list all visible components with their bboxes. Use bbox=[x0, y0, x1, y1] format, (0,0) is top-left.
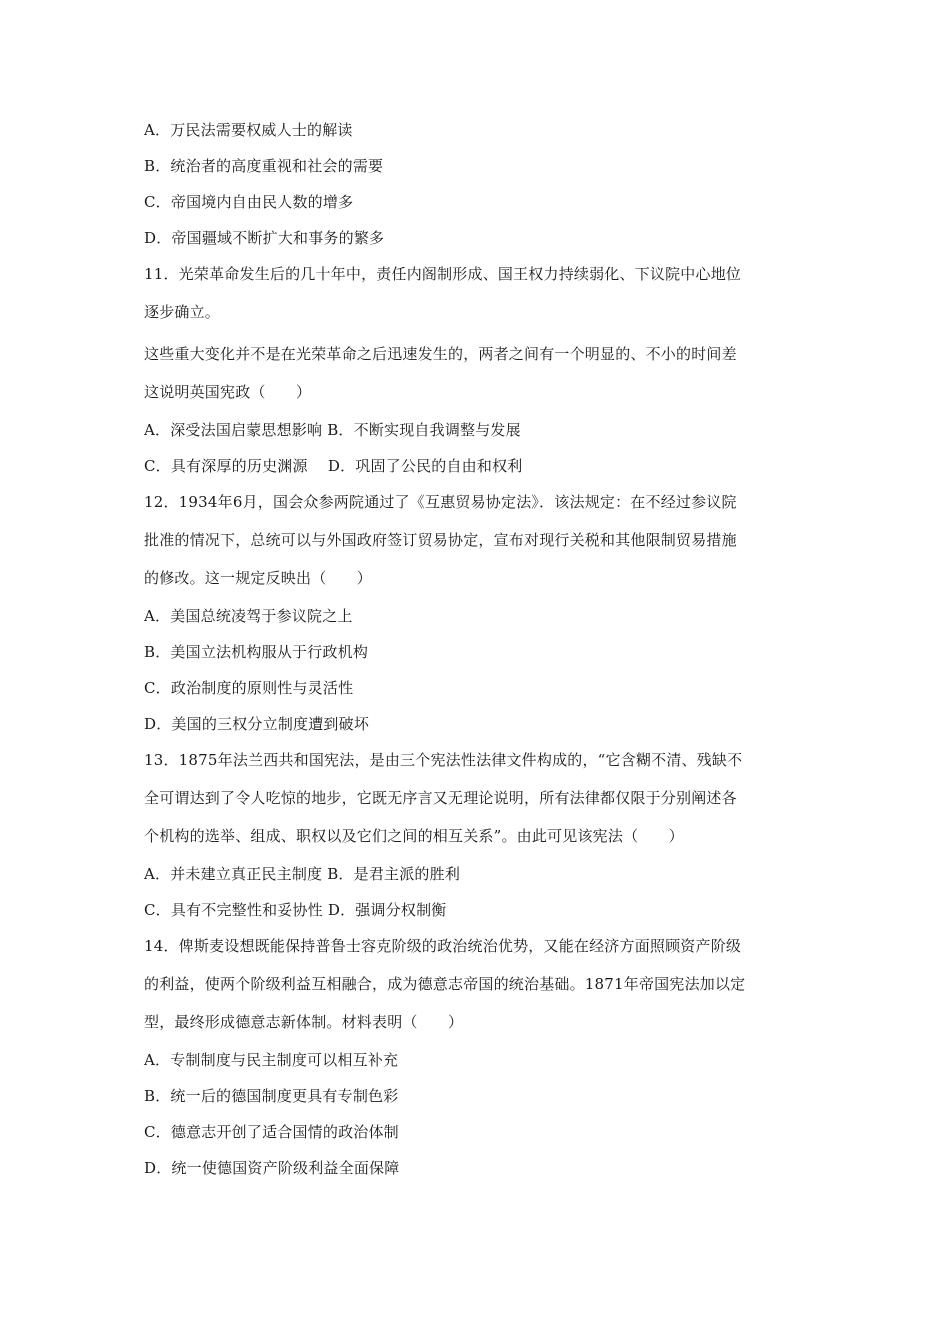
q14-option-c: C．德意志开创了适合国情的政治体制 bbox=[144, 1123, 399, 1141]
question-12 bbox=[144, 491, 808, 749]
q11-text-line-2: 逐步确立。 bbox=[144, 303, 221, 321]
q14-text-line-3: 型，最终形成德意志新体制。材料表明（ ） bbox=[144, 1013, 464, 1031]
q14-option-d: D．统一使德国资产阶级利益全面保障 bbox=[144, 1159, 400, 1177]
q12-text-line-1: 12．1934年6月，国会众参两院通过了《互惠贸易协定法》．该法规定：在不经过参议院 bbox=[144, 493, 737, 511]
q12-option-c: C．政治制度的原则性与灵活性 bbox=[144, 679, 354, 697]
question-14 bbox=[144, 935, 808, 1193]
q10-option-a: A．万民法需要权威人士的解读 bbox=[144, 121, 353, 139]
q14-text-line-1: 14．俾斯麦设想既能保持普鲁士容克阶级的政治统治优势，又能在经济方面照顾资产阶级 bbox=[144, 937, 742, 955]
q11-options-row-1: A．深受法国启蒙思想影响 B．不断实现自我调整与发展 bbox=[144, 421, 521, 439]
q12-text-line-2: 批准的情况下，总统可以与外国政府签订贸易协定，宣布对现行关税和其他限制贸易措施 bbox=[144, 531, 737, 549]
q14-option-a: A．专制制度与民主制度可以相互补充 bbox=[144, 1051, 399, 1069]
question-content bbox=[144, 119, 808, 1193]
q13-text-line-2: 全可谓达到了令人吃惊的地步，它既无序言又无理论说明，所有法律都仅限于分别阐述各 bbox=[144, 789, 737, 807]
q12-option-d: D．美国的三权分立制度遭到破坏 bbox=[144, 715, 370, 733]
q11-text-line-3: 这些重大变化并不是在光荣革命之后迅速发生的，两者之间有一个明显的、不小的时间差 bbox=[144, 345, 737, 363]
q11-text-line-1: 11．光荣革命发生后的几十年中，责任内阁制形成、国王权力持续弱化、下议院中心地位 bbox=[144, 265, 742, 283]
q13-text-line-3: 个机构的选举、组成、职权以及它们之间的相互关系”。由此可见该宪法（ ） bbox=[144, 827, 684, 845]
q13-options-row-2: C．具有不完整性和妥协性 D．强调分权制衡 bbox=[144, 901, 447, 919]
q10-option-d: D．帝国疆域不断扩大和事务的繁多 bbox=[144, 229, 385, 247]
q12-option-a: A．美国总统凌驾于参议院之上 bbox=[144, 607, 353, 625]
q14-text-line-2: 的利益，使两个阶级利益互相融合，成为德意志帝国的统治基础。1871年帝国宪法加以定 bbox=[144, 975, 746, 993]
q11-text-line-4: 这说明英国宪政（ ） bbox=[144, 383, 312, 401]
question-10-options bbox=[144, 119, 808, 263]
q10-option-c: C．帝国境内自由民人数的增多 bbox=[144, 193, 354, 211]
q10-option-b: B．统治者的高度重视和社会的需要 bbox=[144, 157, 384, 175]
q12-text-line-3: 的修改。这一规定反映出（ ） bbox=[144, 569, 373, 587]
q12-option-b: B．美国立法机构服从于行政机构 bbox=[144, 643, 369, 661]
q13-options-row-1: A．并未建立真正民主制度 B．是君主派的胜利 bbox=[144, 865, 461, 883]
q14-option-b: B．统一后的德国制度更具有专制色彩 bbox=[144, 1087, 399, 1105]
q11-options-row-2: C．具有深厚的历史渊源 D．巩固了公民的自由和权利 bbox=[144, 457, 523, 475]
q13-text-line-1: 13．1875年法兰西共和国宪法，是由三个宪法性法律文件构成的，“它含糊不清、残缺不 bbox=[144, 751, 743, 769]
question-13 bbox=[144, 749, 808, 935]
question-11 bbox=[144, 263, 808, 491]
